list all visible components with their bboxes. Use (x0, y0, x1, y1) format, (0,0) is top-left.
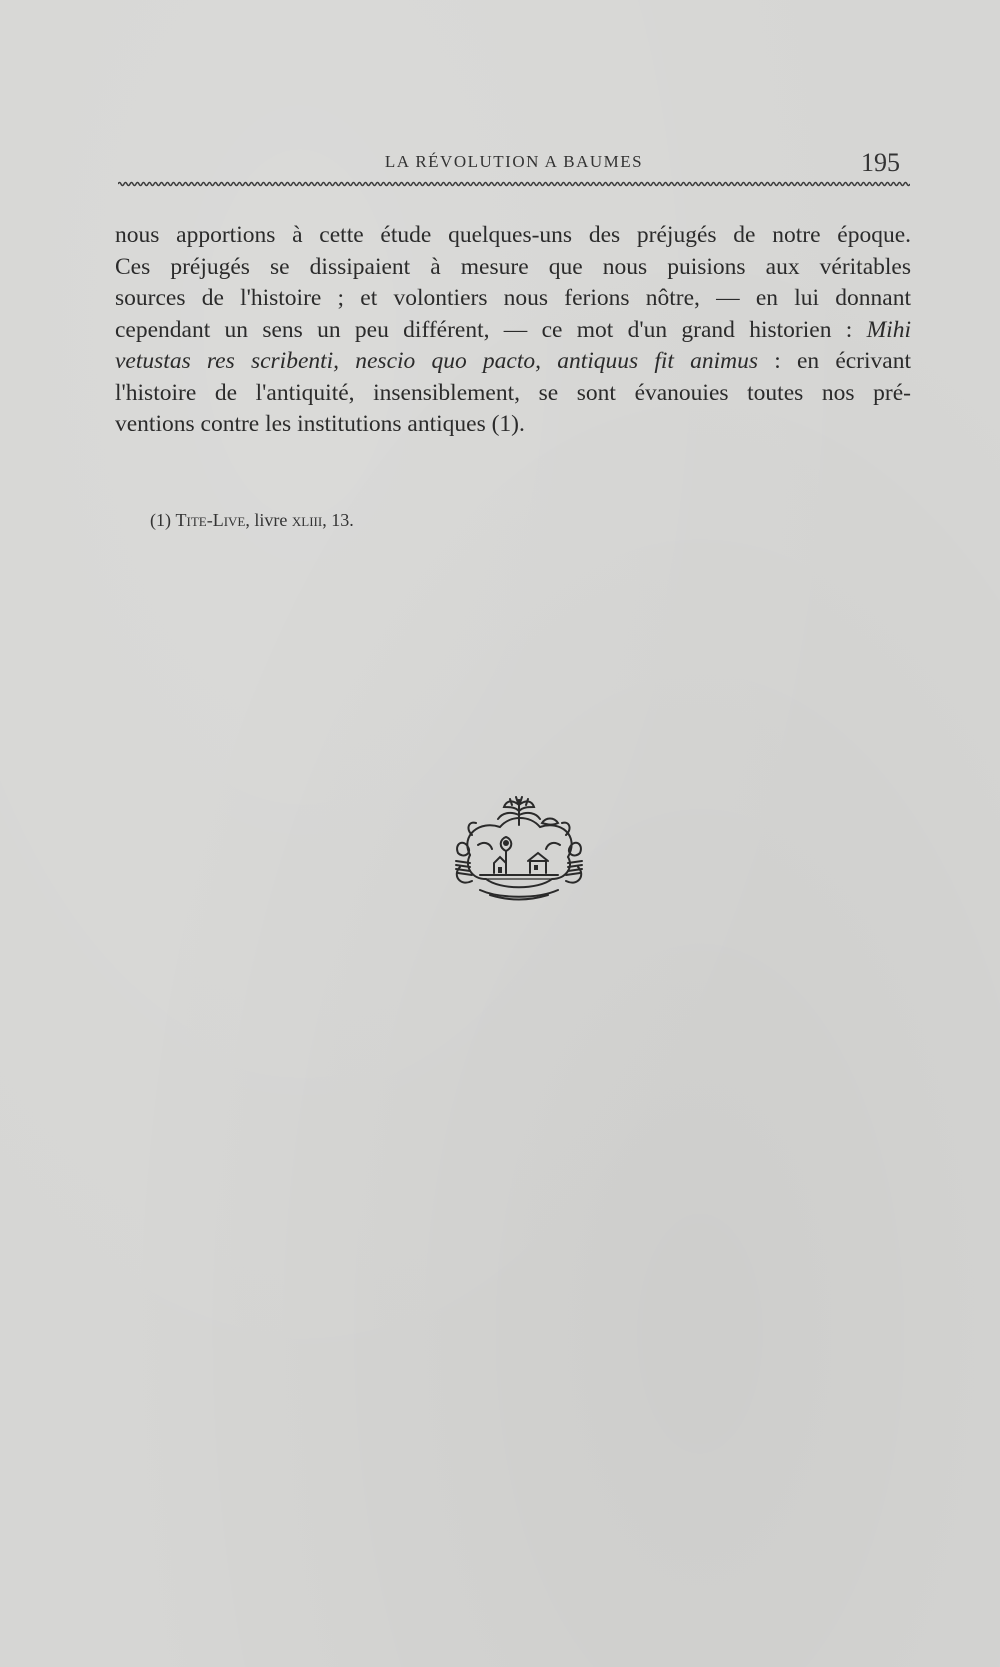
body-line: ventions contre les institutions antiques (1). (115, 411, 525, 437)
body-line: nous apportions à cette étude quelques-uns des préjugés de notre époque. (115, 222, 911, 248)
latin-quotation: Mihi (866, 316, 911, 343)
body-line-text: cependant un sens un peu différent, — ce mot d'un grand historien : (115, 316, 867, 343)
page-number: 195 (861, 148, 900, 177)
footnote-author: Tite-Live (175, 510, 246, 530)
running-head (118, 148, 910, 182)
wavy-rule (118, 180, 910, 188)
body-line-text: : en écrivant (758, 348, 911, 374)
latin-quotation: vetustas res scribenti, nescio quo pacto, antiquus fit animus (115, 348, 759, 374)
footnote-chapter: , 13. (322, 510, 354, 530)
footnote (150, 510, 354, 531)
body-paragraph (115, 220, 911, 441)
body-line: l'histoire de l'antiquité, insensiblement, se sont évanouies toutes nos pré- (115, 379, 911, 406)
body-line (115, 346, 911, 378)
floral-vignette-icon (450, 795, 588, 902)
body-line (115, 315, 911, 347)
body-line: Ces préjugés se dissipaient à mesure que nous puisions aux véritables (115, 253, 911, 280)
footnote-book: xliii (291, 510, 323, 530)
running-title: LA RÉVOLUTION A BAUMES (384, 152, 644, 171)
body-line: sources de l'histoire ; et volontiers nous ferions nôtre, — en lui donnant (115, 285, 911, 311)
footnote-separator: , livre (245, 510, 292, 530)
footnote-marker: (1) (150, 510, 176, 530)
